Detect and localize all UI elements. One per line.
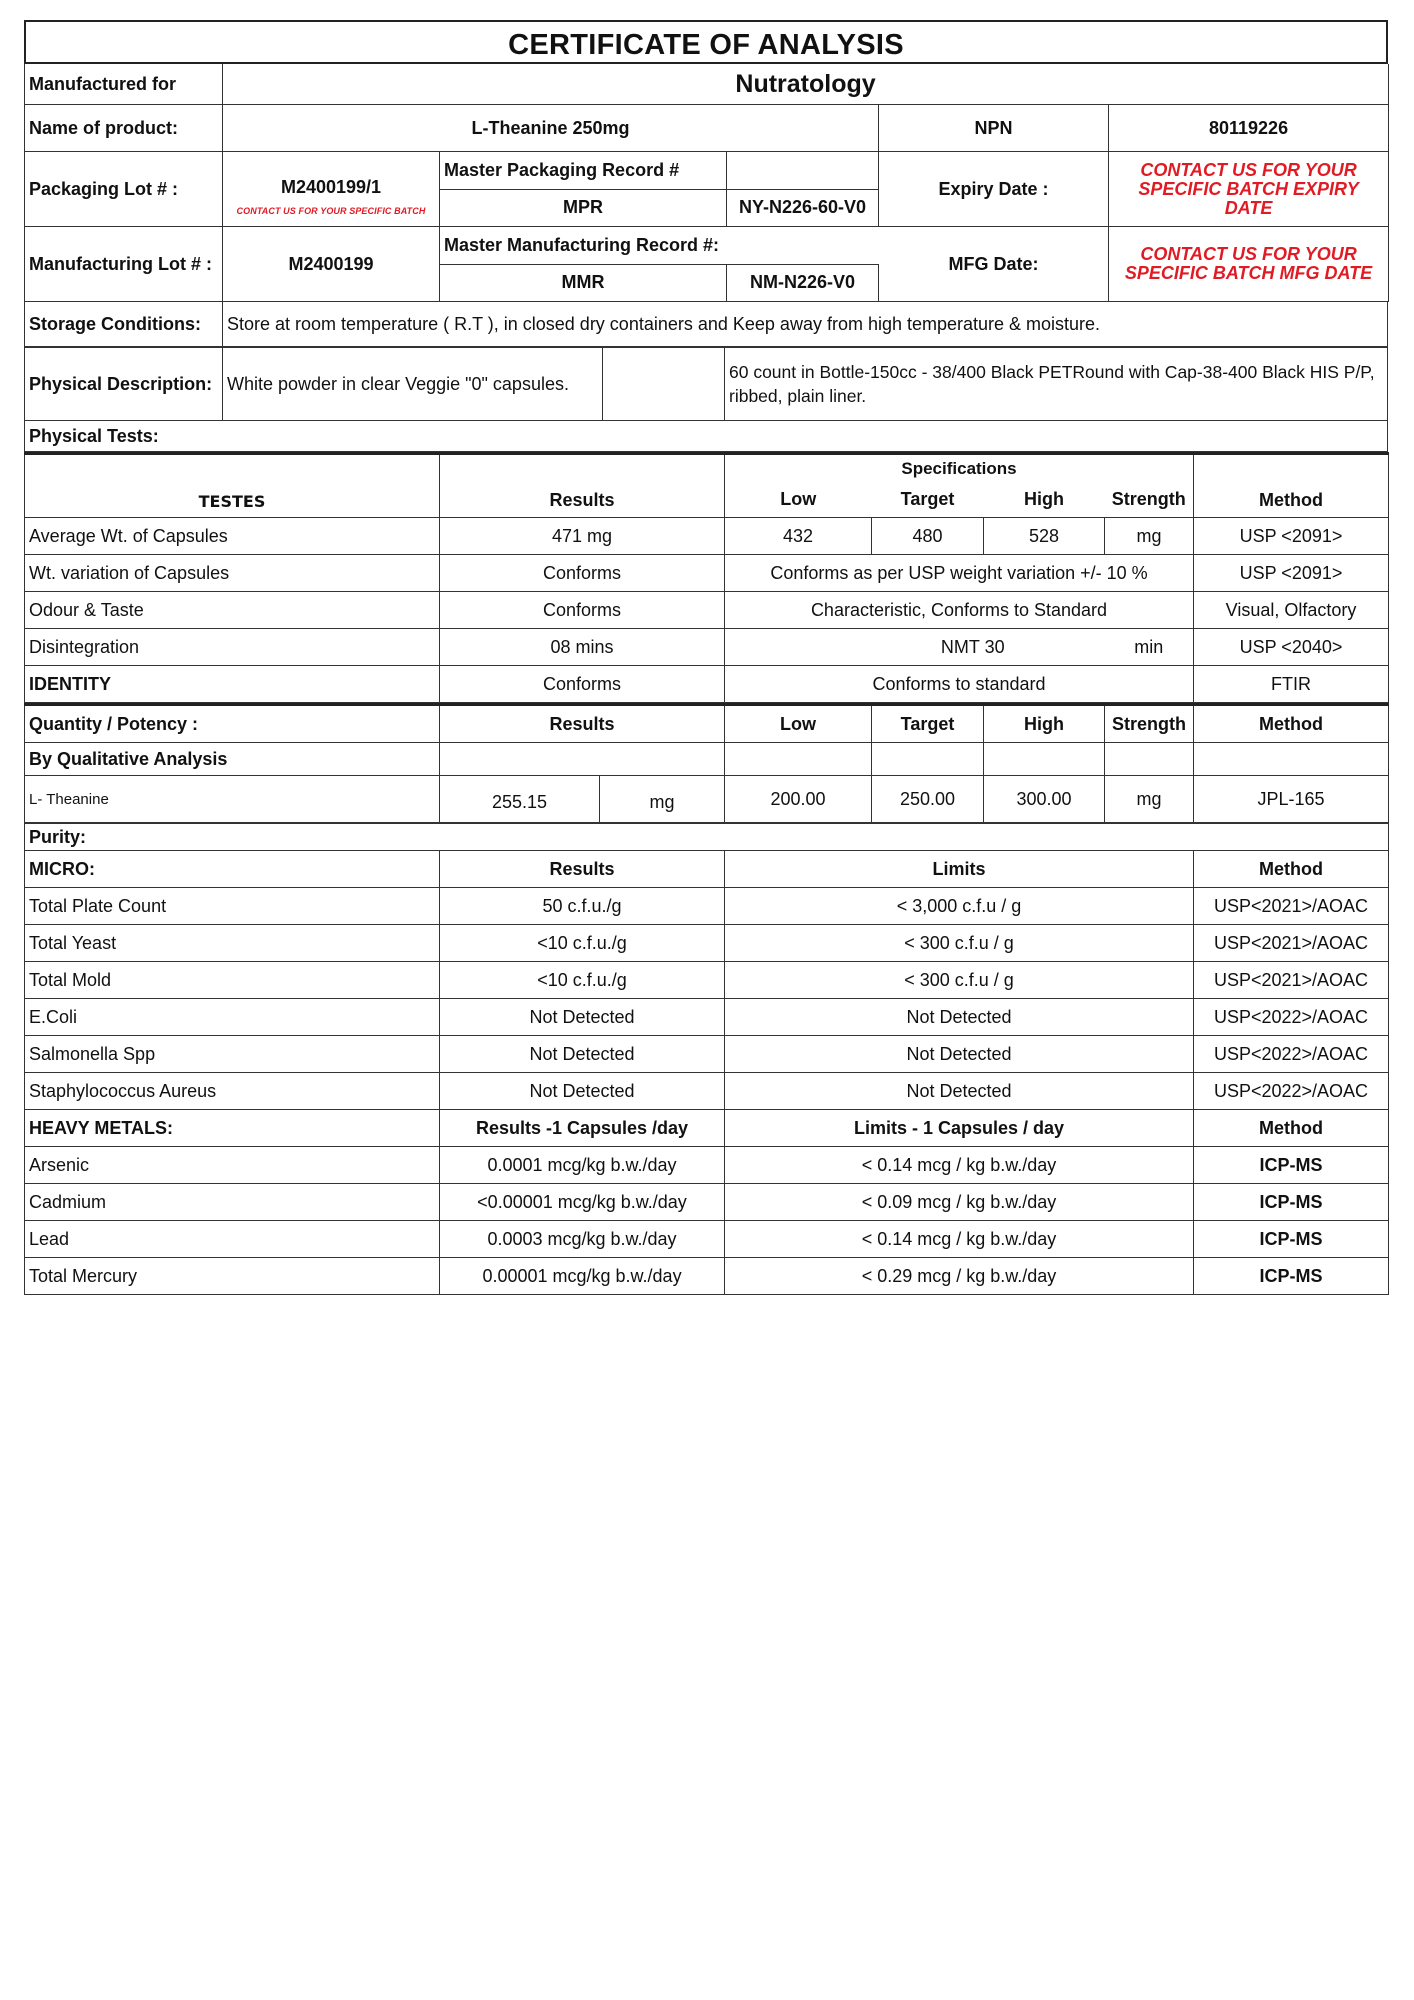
col-results-header: Results (440, 454, 725, 518)
potency-col-results: Results (440, 705, 725, 743)
heavy-metal-row (25, 1147, 1389, 1184)
mfg-lot-value: M2400199 (223, 227, 440, 302)
mpr-label: Master Packaging Record # (440, 152, 727, 190)
theanine-result: 255.15 (440, 776, 600, 823)
mmr-label: Master Manufacturing Record #: (440, 227, 879, 265)
col-low-header: Low (725, 483, 872, 518)
col-target-header: Target (872, 483, 984, 518)
metal-method: ICP-MS (1194, 1184, 1389, 1221)
micro-limit: < 300 c.f.u / g (725, 962, 1194, 999)
micro-col-limits: Limits (725, 851, 1194, 888)
micro-method: USP<2022>/AOAC (1194, 1073, 1389, 1110)
theanine-target: 250.00 (872, 776, 984, 823)
qualitative-empty-3 (872, 743, 984, 776)
metal-limit: < 0.09 mcg / kg b.w./day (725, 1184, 1194, 1221)
disintegration-spec: NMT 30 (725, 629, 1105, 666)
disintegration-result: 08 mins (440, 629, 725, 666)
avg-wt-low: 432 (725, 518, 872, 555)
mfg-lot-label: Manufacturing Lot # : (25, 227, 223, 302)
metal-result: <0.00001 mcg/kg b.w./day (440, 1184, 725, 1221)
micro-label: MICRO: (25, 851, 440, 888)
col-tests-header: TESTES (25, 454, 440, 518)
col-strength-header: Strength (1105, 483, 1194, 518)
avg-wt-strength: mg (1105, 518, 1194, 555)
qualitative-empty-5 (1105, 743, 1194, 776)
micro-result: <10 c.f.u./g (440, 962, 725, 999)
heavy-metals-label: HEAVY METALS: (25, 1110, 440, 1147)
disintegration-test: Disintegration (25, 629, 440, 666)
metal-name: Cadmium (25, 1184, 440, 1221)
packaging-lot-value: M2400199/1 (280, 176, 382, 197)
heavy-metals-col-method: Method (1194, 1110, 1389, 1147)
potency-table (24, 703, 1389, 823)
odour-result: Conforms (440, 592, 725, 629)
manufactured-for-label: Manufactured for (25, 64, 223, 105)
heavy-metal-row (25, 1184, 1389, 1221)
heavy-metals-col-limits: Limits - 1 Capsules / day (725, 1110, 1194, 1147)
purity-table (24, 823, 1389, 1295)
mpr-empty-cell (727, 152, 879, 190)
micro-method: USP<2021>/AOAC (1194, 925, 1389, 962)
micro-limit: < 300 c.f.u / g (725, 925, 1194, 962)
metal-limit: < 0.29 mcg / kg b.w./day (725, 1258, 1194, 1295)
micro-test: Staphylococcus Aureus (25, 1073, 440, 1110)
heavy-metal-row (25, 1258, 1389, 1295)
micro-row (25, 925, 1389, 962)
micro-row (25, 1036, 1389, 1073)
qualitative-empty-6 (1194, 743, 1389, 776)
physical-description-table (24, 347, 1388, 452)
micro-result: Not Detected (440, 1036, 725, 1073)
micro-limit: Not Detected (725, 1073, 1194, 1110)
odour-test: Odour & Taste (25, 592, 440, 629)
avg-wt-target: 480 (872, 518, 984, 555)
metal-result: 0.00001 mcg/kg b.w./day (440, 1258, 725, 1295)
wt-var-result: Conforms (440, 555, 725, 592)
metal-method: ICP-MS (1194, 1147, 1389, 1184)
avg-wt-high: 528 (984, 518, 1105, 555)
mpr-code-value: NY-N226-60-V0 (727, 189, 879, 227)
potency-col-low: Low (725, 705, 872, 743)
npn-value: 80119226 (1109, 105, 1389, 152)
physical-desc-empty-cell (603, 348, 725, 421)
micro-test: Total Plate Count (25, 888, 440, 925)
packaging-lot-note: CONTACT US FOR YOUR SPECIFIC BATCH (236, 205, 426, 216)
col-method-header: Method (1194, 454, 1389, 518)
identity-test: IDENTITY (25, 666, 440, 703)
avg-wt-test: Average Wt. of Capsules (25, 518, 440, 555)
micro-limit: < 3,000 c.f.u / g (725, 888, 1194, 925)
identity-result: Conforms (440, 666, 725, 703)
metal-limit: < 0.14 mcg / kg b.w./day (725, 1221, 1194, 1258)
physical-desc-value: White powder in clear Veggie "0" capsules. (223, 348, 603, 421)
purity-label: Purity: (25, 824, 1389, 851)
qualitative-empty-1 (440, 743, 725, 776)
metal-method: ICP-MS (1194, 1221, 1389, 1258)
micro-result: 50 c.f.u./g (440, 888, 725, 925)
potency-col-strength: Strength (1105, 705, 1194, 743)
metal-name: Lead (25, 1221, 440, 1258)
qualitative-empty-4 (984, 743, 1105, 776)
packaging-lot-cell (223, 152, 440, 227)
physical-desc-label: Physical Description: (25, 348, 223, 421)
odour-spec: Characteristic, Conforms to Standard (725, 592, 1194, 629)
micro-col-results: Results (440, 851, 725, 888)
storage-table (24, 302, 1388, 347)
metal-result: 0.0001 mcg/kg b.w./day (440, 1147, 725, 1184)
micro-test: E.Coli (25, 999, 440, 1036)
certificate-page (24, 20, 1388, 1295)
packaging-description: 60 count in Bottle-150cc - 38/400 Black PETRound with Cap-38-400 Black HIS P/P, ribbed, plain liner. (725, 348, 1388, 421)
mmr-code-label: MMR (440, 264, 727, 302)
micro-test: Salmonella Spp (25, 1036, 440, 1073)
micro-method: USP<2021>/AOAC (1194, 962, 1389, 999)
storage-label: Storage Conditions: (25, 302, 223, 347)
product-value: L-Theanine 250mg (223, 105, 879, 152)
micro-method: USP<2021>/AOAC (1194, 888, 1389, 925)
potency-col-target: Target (872, 705, 984, 743)
avg-wt-result: 471 mg (440, 518, 725, 555)
storage-value: Store at room temperature ( R.T ), in closed dry containers and Keep away from high temperature & moisture. (223, 302, 1388, 347)
col-high-header: High (984, 483, 1105, 518)
micro-row (25, 962, 1389, 999)
mfg-date-note: CONTACT US FOR YOUR SPECIFIC BATCH MFG DATE (1109, 227, 1389, 302)
theanine-name: L- Theanine (25, 776, 440, 823)
identity-spec: Conforms to standard (725, 666, 1194, 703)
metal-result: 0.0003 mcg/kg b.w./day (440, 1221, 725, 1258)
disintegration-unit: min (1105, 629, 1194, 666)
micro-test: Total Yeast (25, 925, 440, 962)
micro-result: <10 c.f.u./g (440, 925, 725, 962)
expiry-label: Expiry Date : (879, 152, 1109, 227)
manufactured-for-value: Nutratology (223, 64, 1389, 105)
odour-method: Visual, Olfactory (1194, 592, 1389, 629)
theanine-low: 200.00 (725, 776, 872, 823)
micro-limit: Not Detected (725, 999, 1194, 1036)
col-specifications-header: Specifications (725, 454, 1194, 483)
mpr-code-label: MPR (440, 189, 727, 227)
micro-row (25, 888, 1389, 925)
mfg-date-label: MFG Date: (879, 227, 1109, 302)
wt-var-method: USP <2091> (1194, 555, 1389, 592)
identity-method: FTIR (1194, 666, 1389, 703)
npn-label: NPN (879, 105, 1109, 152)
disintegration-method: USP <2040> (1194, 629, 1389, 666)
theanine-result-unit: mg (600, 776, 725, 823)
wt-var-spec: Conforms as per USP weight variation +/- 10 % (725, 555, 1194, 592)
micro-result: Not Detected (440, 1073, 725, 1110)
heavy-metals-col-results: Results -1 Capsules /day (440, 1110, 725, 1147)
metal-method: ICP-MS (1194, 1258, 1389, 1295)
potency-col-high: High (984, 705, 1105, 743)
product-label: Name of product: (25, 105, 223, 152)
micro-method: USP<2022>/AOAC (1194, 1036, 1389, 1073)
micro-row (25, 1073, 1389, 1110)
micro-test: Total Mold (25, 962, 440, 999)
micro-limit: Not Detected (725, 1036, 1194, 1073)
expiry-note: CONTACT US FOR YOUR SPECIFIC BATCH EXPIRY DATE (1109, 152, 1389, 227)
qualitative-empty-2 (725, 743, 872, 776)
header-table (24, 64, 1389, 302)
avg-wt-method: USP <2091> (1194, 518, 1389, 555)
mmr-code-value: NM-N226-V0 (727, 264, 879, 302)
physical-tests-label: Physical Tests: (25, 421, 1388, 452)
micro-method: USP<2022>/AOAC (1194, 999, 1389, 1036)
micro-result: Not Detected (440, 999, 725, 1036)
micro-col-method: Method (1194, 851, 1389, 888)
metal-name: Total Mercury (25, 1258, 440, 1295)
packaging-lot-label: Packaging Lot # : (25, 152, 223, 227)
theanine-strength: mg (1105, 776, 1194, 823)
qualitative-analysis-label: By Qualitative Analysis (25, 743, 440, 776)
theanine-high: 300.00 (984, 776, 1105, 823)
potency-label: Quantity / Potency : (25, 705, 440, 743)
micro-row (25, 999, 1389, 1036)
potency-col-method: Method (1194, 705, 1389, 743)
theanine-method: JPL-165 (1194, 776, 1389, 823)
physical-tests-table (24, 452, 1389, 703)
metal-limit: < 0.14 mcg / kg b.w./day (725, 1147, 1194, 1184)
metal-name: Arsenic (25, 1147, 440, 1184)
heavy-metal-row (25, 1221, 1389, 1258)
document-title: CERTIFICATE OF ANALYSIS (24, 20, 1388, 64)
wt-var-test: Wt. variation of Capsules (25, 555, 440, 592)
